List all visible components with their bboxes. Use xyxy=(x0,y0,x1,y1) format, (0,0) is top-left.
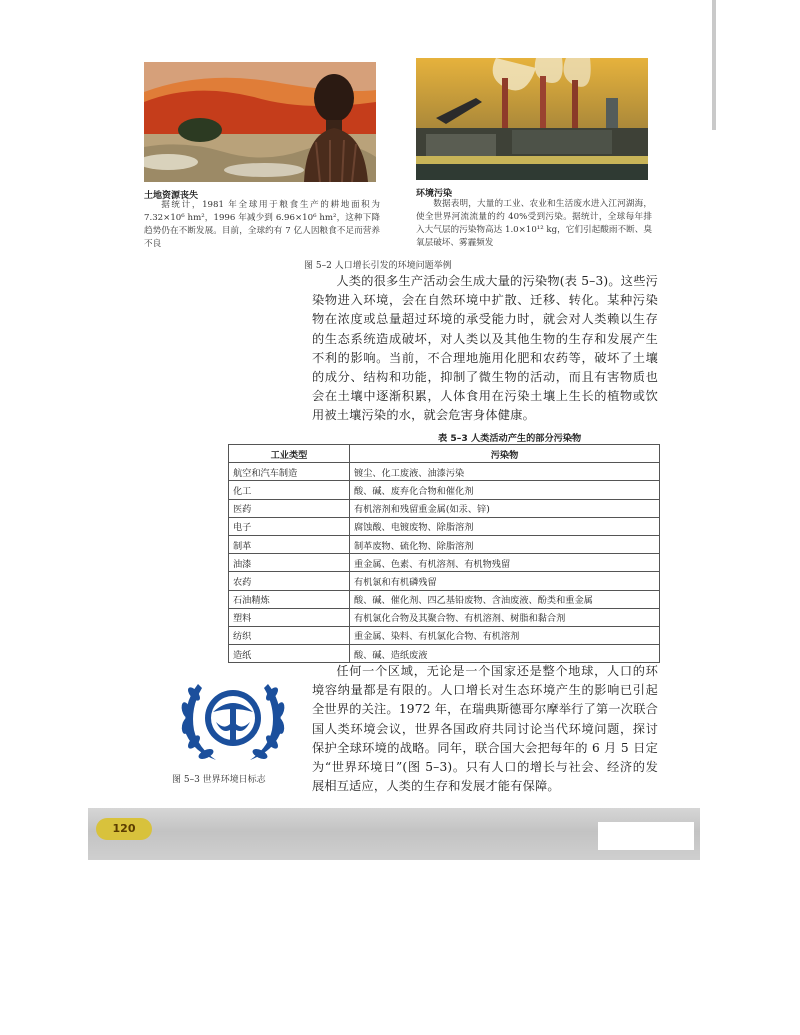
pollution-photo xyxy=(416,58,648,180)
table-5-3-title: 表 5–3 人类活动产生的部分污染物 xyxy=(438,433,582,444)
table-row xyxy=(229,590,660,608)
page-edge xyxy=(712,0,716,130)
table-row xyxy=(229,608,660,626)
table-header-row xyxy=(229,445,660,463)
industry-cell: 航空和汽车制造 xyxy=(229,463,350,481)
land-loss-caption-title: 土地资源丧失 xyxy=(144,191,199,201)
pollutant-cell: 重金属、色素、有机溶剂、有机物残留 xyxy=(350,554,660,572)
pollution-caption-text: 数据表明，大量的工业、农业和生活废水进入江河湖海，使全世界河流流量的约 40%受到污染。据统计，全球每年排入大气层的污染物高达 1.0×10¹² kg，它们引起酸雨不断、臭氧层破坏、雾霾频发 xyxy=(416,199,652,248)
table-row xyxy=(229,554,660,572)
pollutant-cell: 有机氯化合物及其聚合物、有机溶剂、树脂和黏合剂 xyxy=(350,608,660,626)
footer-blank-box xyxy=(598,822,694,850)
table-row xyxy=(229,626,660,644)
pollutant-table xyxy=(228,444,660,663)
pollutant-cell: 酸、碱、造纸废液 xyxy=(350,645,660,663)
pollutant-cell: 有机氯和有机磷残留 xyxy=(350,572,660,590)
header-pollutants: 污染物 xyxy=(350,445,660,463)
industry-cell: 石油精炼 xyxy=(229,590,350,608)
industry-cell: 化工 xyxy=(229,481,350,499)
pollution-caption-title: 环境污染 xyxy=(416,189,453,199)
body-paragraph-2: 任何一个区域，无论是一个国家还是整个地球，人口的环境容纳量都是有限的。人口增长对生态环境产生的影响已引起全世界的关注。1972 年，在瑞典斯德哥尔摩举行了第一次联合国人类环境会议，世界各国政府共同讨论当代环境问题，探讨保护全球环境的战略。同年，联合国大会把每年的 6 月 5 日定为“世界环境日”(图 5–3)。只有人口的增长与社会、经济的发展相互适应，人类的生存和发展才能有保障。 xyxy=(312,664,658,794)
industry-cell: 电子 xyxy=(229,517,350,535)
industry-cell: 农药 xyxy=(229,572,350,590)
industry-cell: 纺织 xyxy=(229,626,350,644)
pollutant-cell: 制革废物、硫化物、除脂溶剂 xyxy=(350,535,660,553)
industry-cell: 造纸 xyxy=(229,645,350,663)
table-row xyxy=(229,572,660,590)
table-row xyxy=(229,517,660,535)
industry-cell: 制革 xyxy=(229,535,350,553)
page-number-badge: 120 xyxy=(96,818,152,840)
table-row xyxy=(229,481,660,499)
figure-5-2-caption: 图 5–2 人口增长引发的环境问题举例 xyxy=(304,261,452,271)
figure-5-3-caption: 图 5–3 世界环境日标志 xyxy=(172,775,266,785)
pollutant-cell: 重金属、染料、有机氯化合物、有机溶剂 xyxy=(350,626,660,644)
industry-cell: 医药 xyxy=(229,499,350,517)
pollutant-cell: 镀尘、化工废液、油漆污染 xyxy=(350,463,660,481)
table-row xyxy=(229,645,660,663)
pollutant-cell: 有机溶剂和残留重金属(如汞、锌) xyxy=(350,499,660,517)
land-loss-photo xyxy=(144,62,376,182)
table-row xyxy=(229,535,660,553)
pollutant-cell: 酸、碱、废弃化合物和催化剂 xyxy=(350,481,660,499)
world-environment-day-logo xyxy=(168,664,298,768)
table-row xyxy=(229,463,660,481)
industry-cell: 油漆 xyxy=(229,554,350,572)
pollutant-cell: 腐蚀酸、电镀废物、除脂溶剂 xyxy=(350,517,660,535)
table-row xyxy=(229,499,660,517)
pollutant-cell: 酸、碱、催化剂、四乙基铅废物、含油废液、酚类和重金属 xyxy=(350,590,660,608)
land-loss-caption-text: 据统计，1981 年全球用于粮食生产的耕地面积为 7.32×10⁶ hm²，1996 年减少到 6.96×10⁶ hm²，这种下降趋势仍在不断发展。目前，全球约有 7 亿人因粮食不足而营养不良 xyxy=(144,200,380,249)
header-industry-type: 工业类型 xyxy=(229,445,350,463)
industry-cell: 塑料 xyxy=(229,608,350,626)
body-paragraph-1: 人类的很多生产活动会生成大量的污染物(表 5–3)。这些污染物进入环境，会在自然环境中扩散、迁移、转化。某种污染物在浓度或总量超过环境的承受能力时，就会对人类赖以生存的生态系统造成破坏，对人类以及其他生物的生存和发展产生不利的影响。当前，不合理地施用化肥和农药等，破坏了土壤的成分、结构和功能，抑制了微生物的活动，而且有害物质也会在土壤中逐渐积累，人体食用在污染土壤上生长的植物或饮用被土壤污染的水，就会危害身体健康。 xyxy=(312,274,658,423)
